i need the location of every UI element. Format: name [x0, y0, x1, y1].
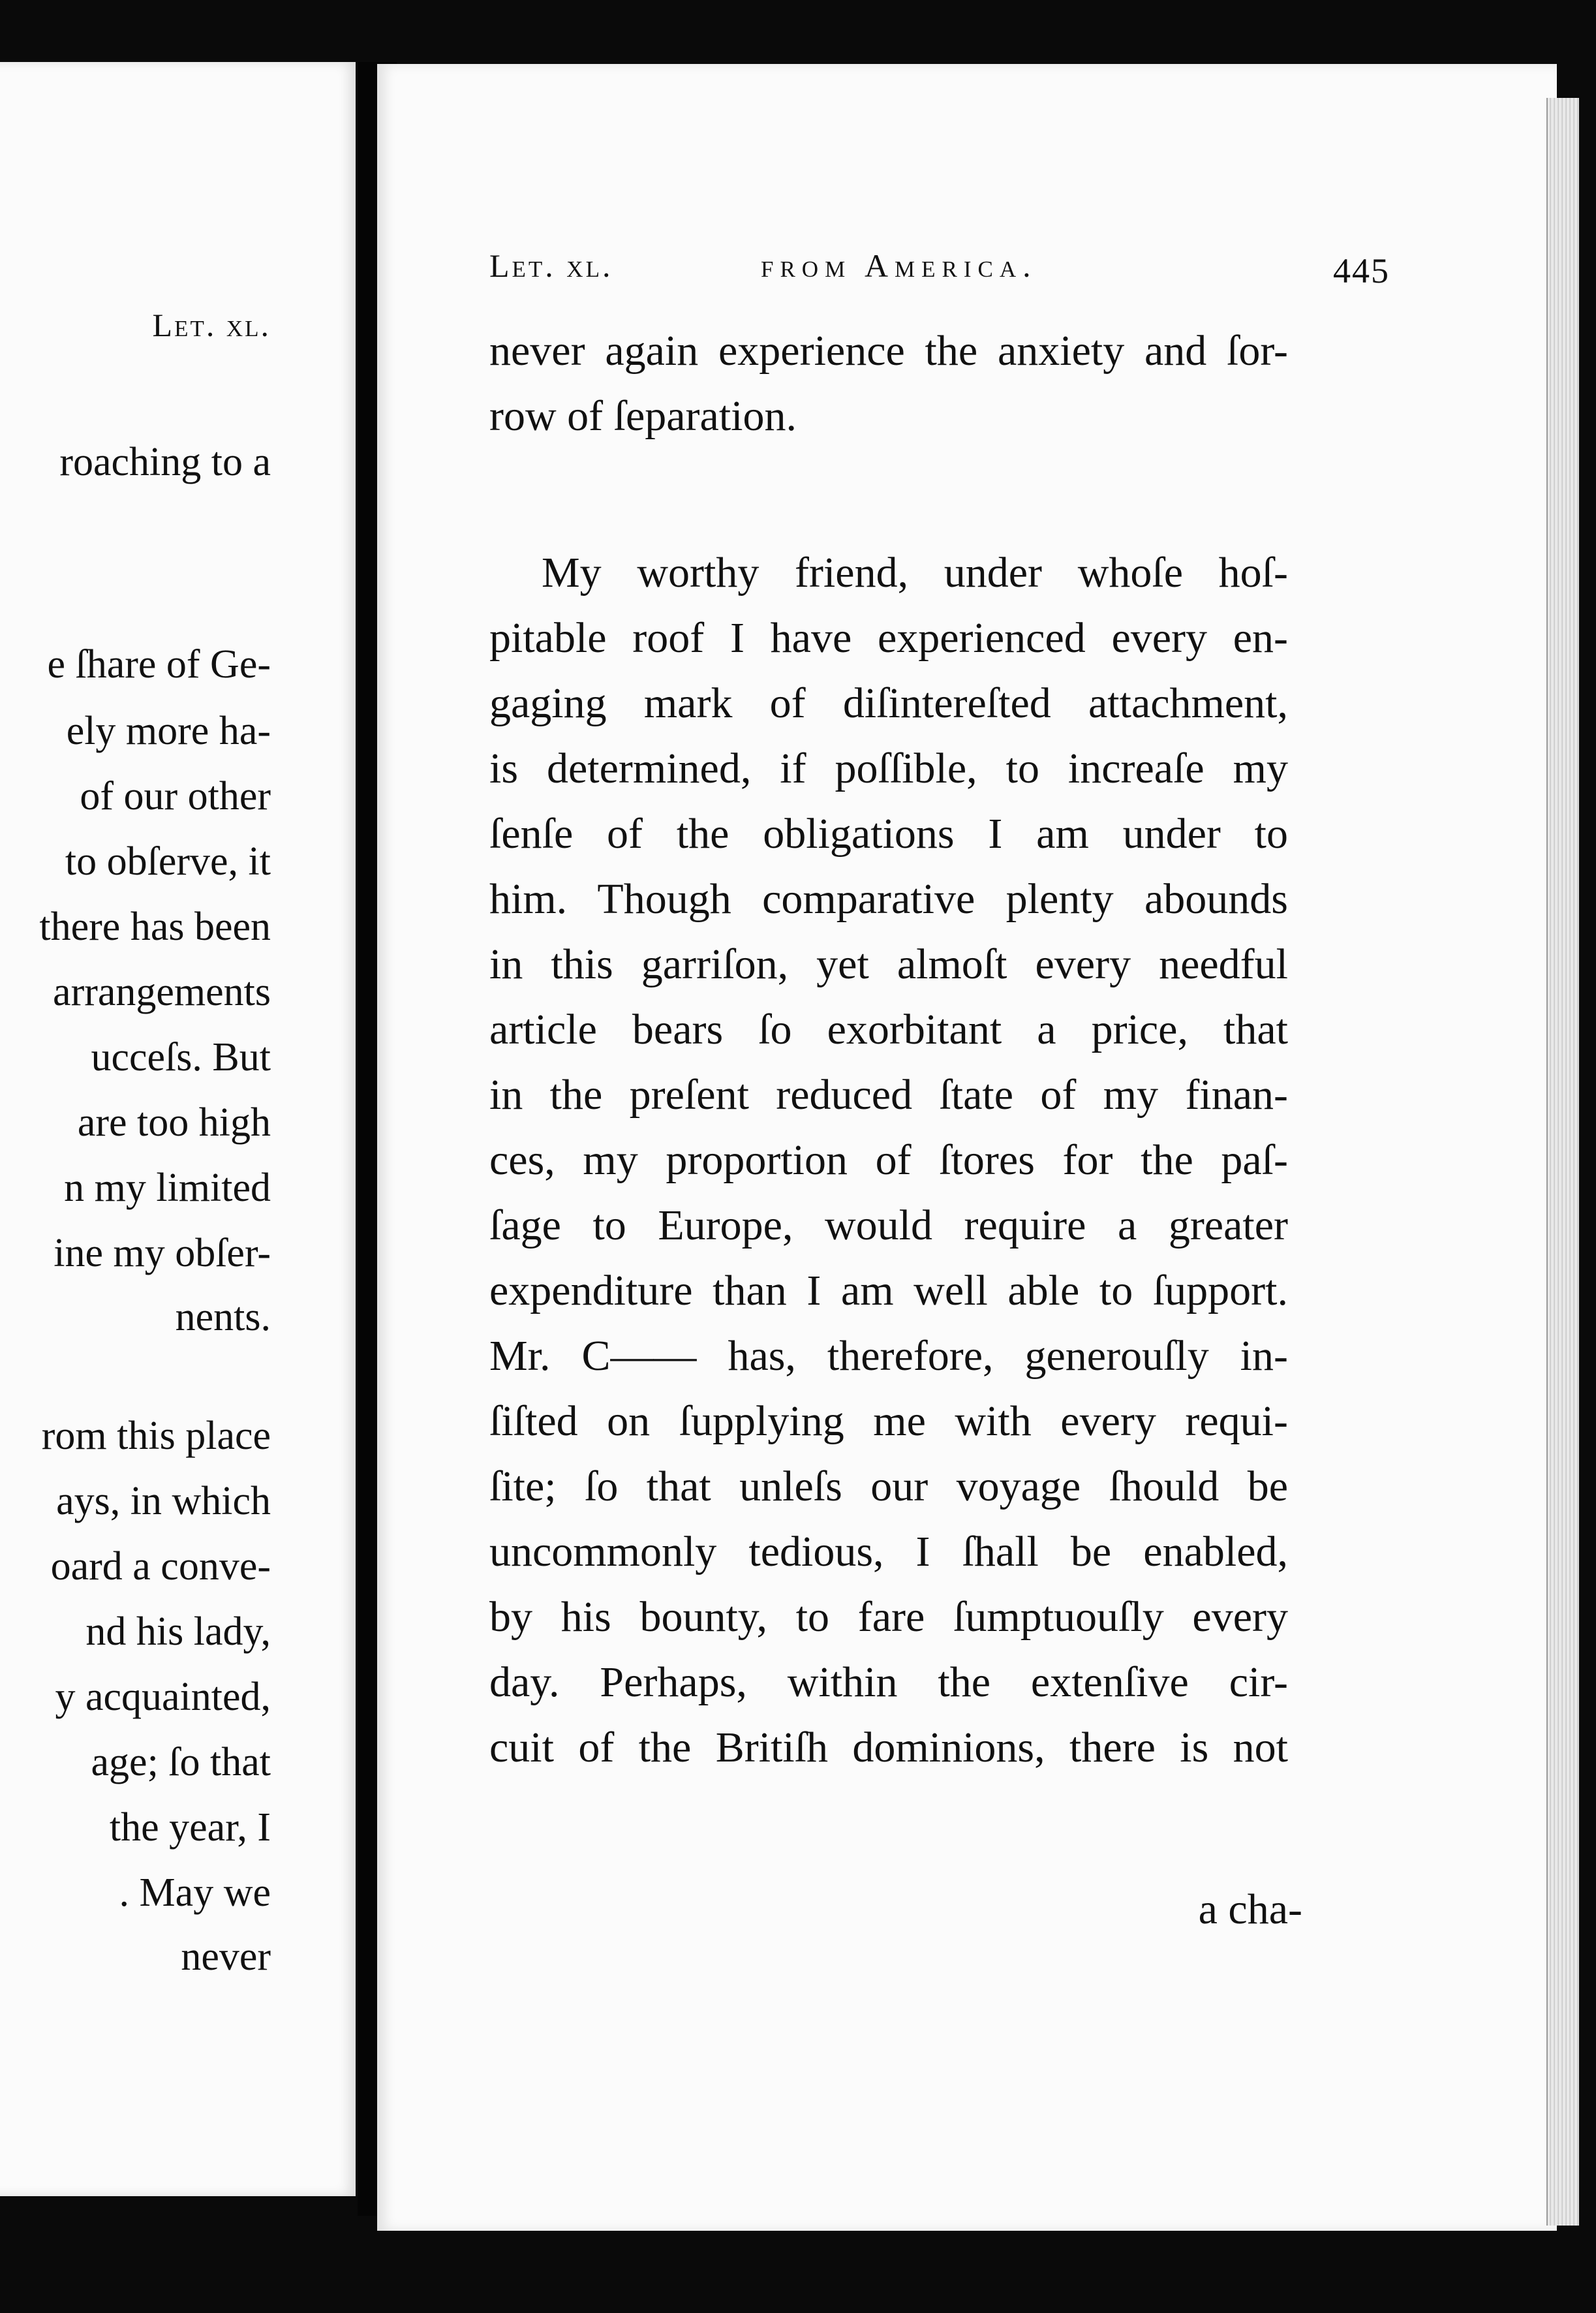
running-head [489, 247, 1390, 299]
text-line: expenditure than I am well able to ſupport. [489, 1267, 1288, 1314]
text-line: day. Perhaps, within the extenſive cir- [489, 1658, 1288, 1706]
left-page-line: rom this place [41, 1414, 271, 1458]
left-page-line: ely more ha- [66, 709, 271, 753]
left-page-line: arrangements [53, 970, 271, 1014]
left-page-line: n my limited [64, 1166, 271, 1210]
right-page [377, 64, 1557, 2231]
text-line: gaging mark of diſintereſted attachment, [489, 679, 1288, 727]
text-line: row of ſeparation. [489, 392, 797, 440]
left-page-line: e ſhare of Ge- [47, 642, 271, 687]
page-number: 445 [1333, 251, 1390, 290]
text-line: ſenſe of the obligations I am under to [489, 810, 1288, 858]
left-page-line: of our other [80, 774, 271, 818]
left-page-line: ine my obſer- [54, 1231, 271, 1275]
text-line: ſage to Europe, would require a greater [489, 1202, 1288, 1249]
catchword: a cha- [1198, 1886, 1302, 1933]
text-line: ſiſted on ſupplying me with every requi- [489, 1397, 1288, 1445]
left-page-header: Let. xl. [152, 307, 271, 343]
body-text [489, 318, 1288, 1780]
left-page-line: the year, I [109, 1805, 271, 1850]
text-line: cuit of the Britiſh dominions, there is not [489, 1724, 1288, 1771]
left-page-line: roaching to a [59, 440, 271, 484]
left-page-line: ucceſs. But [91, 1035, 271, 1079]
left-page-line: there has been [39, 905, 271, 949]
text-line: by his bounty, to fare ſumptuouſly every [489, 1593, 1288, 1641]
left-page-line: never [181, 1934, 271, 1979]
text-line: pitable roof I have experienced every en- [489, 614, 1288, 662]
left-page-line: nents. [175, 1295, 271, 1339]
text-line: ces, my proportion of ſtores for the paſ- [489, 1136, 1288, 1184]
left-page-line: to obſerve, it [65, 839, 271, 884]
text-line: ſite; ſo that unleſs our voyage ſhould be [489, 1463, 1288, 1510]
text-line: article bears ſo exorbitant a price, that [489, 1006, 1288, 1053]
left-page-line: . May we [119, 1871, 271, 1915]
running-head-title: from America. [761, 247, 1037, 284]
text-line: My worthy friend, under whoſe hoſ- [542, 549, 1288, 597]
left-page-line: ays, in which [56, 1479, 271, 1523]
page-edges [1546, 98, 1579, 2226]
left-page-line: y acquainted, [55, 1675, 271, 1719]
text-line: him. Though comparative plenty abounds [489, 875, 1288, 923]
paragraph-gap [489, 449, 1288, 540]
left-page-line: oard a conve- [50, 1544, 271, 1589]
text-line: Mr. C—— has, therefore, generouſly in- [489, 1332, 1288, 1380]
running-head-letter: Let. xl. [489, 247, 613, 284]
left-page-line: age; ſo that [91, 1740, 271, 1784]
paragraph-2 [489, 540, 1288, 1780]
text-line: never again experience the anxiety and ſor- [489, 327, 1288, 375]
left-page-line: nd his lady, [85, 1609, 271, 1654]
left-page-line: are too high [77, 1100, 271, 1145]
text-line: uncommonly tedious, I ſhall be enabled, [489, 1528, 1288, 1576]
text-line: in the preſent reduced ſtate of my finan- [489, 1071, 1288, 1119]
text-line: is determined, if poſſible, to increaſe my [489, 745, 1288, 792]
left-page [0, 62, 356, 2196]
paragraph-1 [489, 318, 1288, 449]
text-line: in this garriſon, yet almoſt every needful [489, 940, 1288, 988]
